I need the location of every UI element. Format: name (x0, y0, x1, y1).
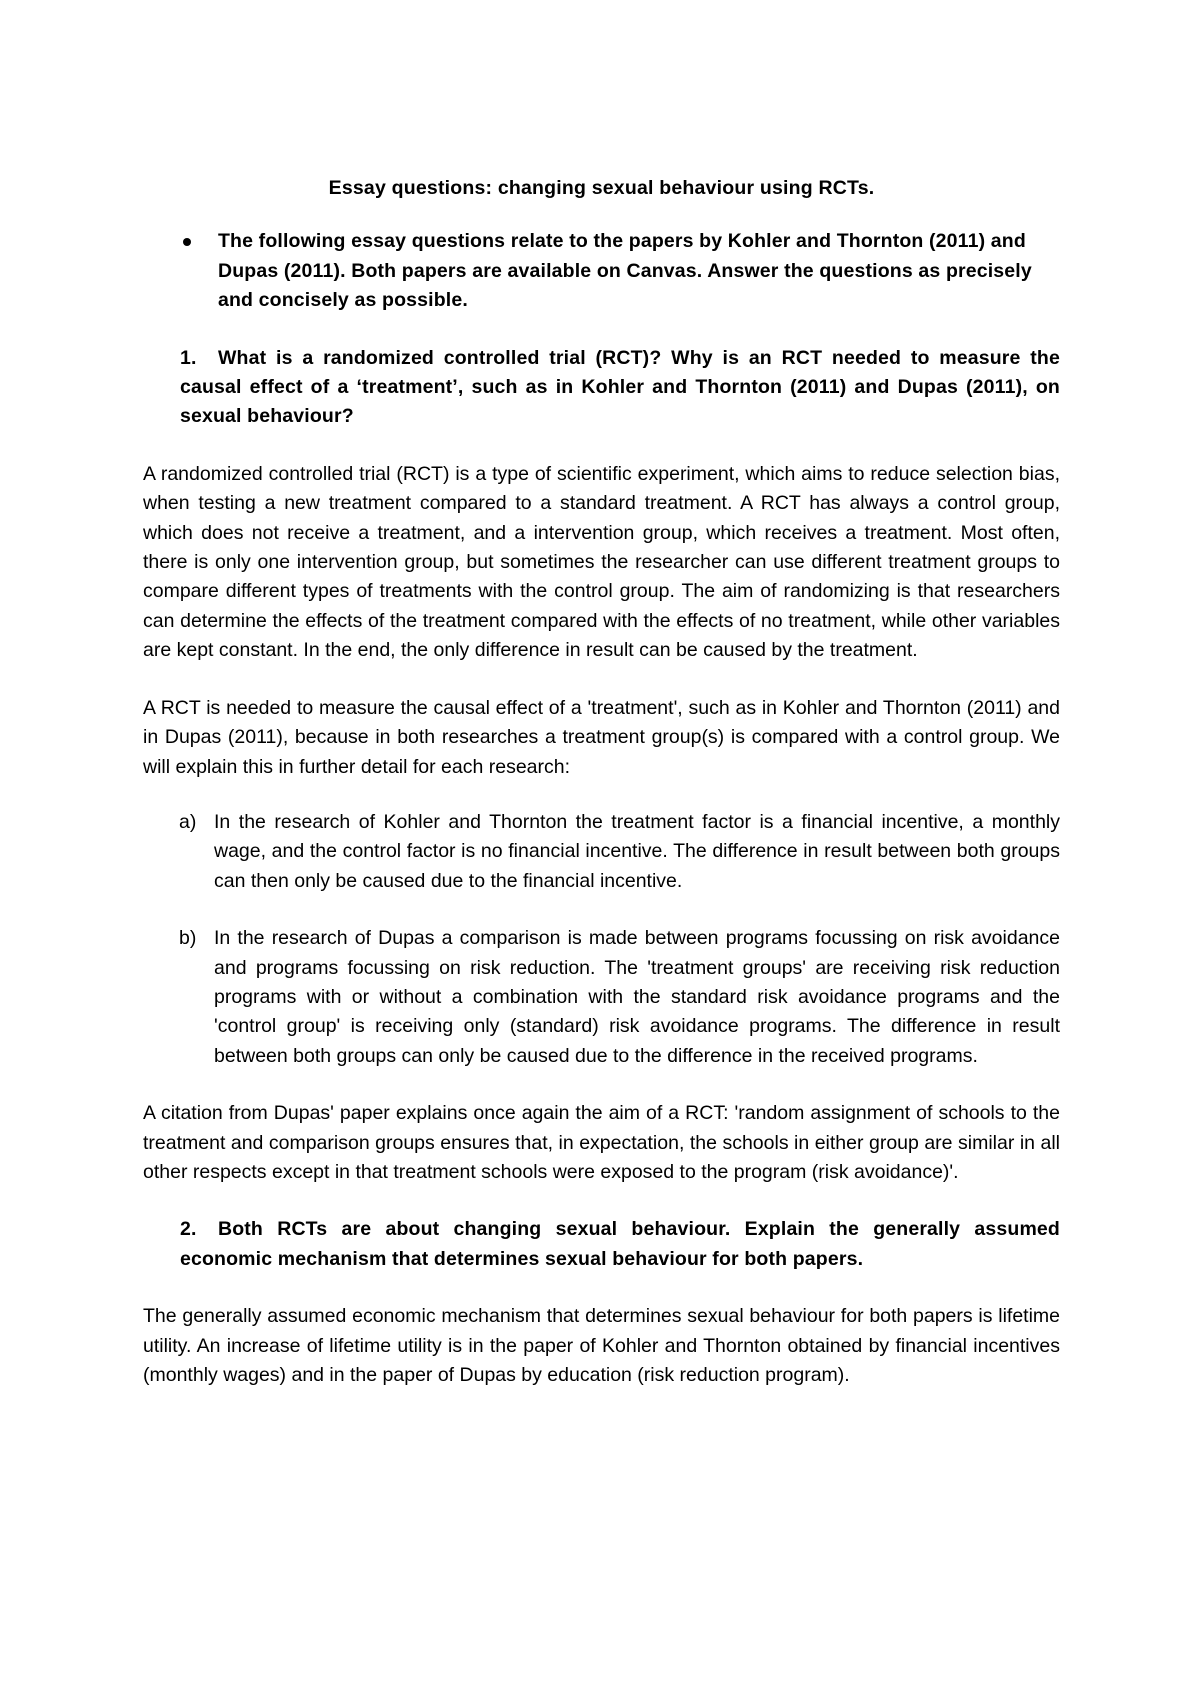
question-2-text: Both RCTs are about changing sexual behaviour. Explain the generally assumed economic mechanism that determines sexual behaviour for both papers. (180, 1218, 1060, 1270)
list-item-b-text: In the research of Dupas a comparison is made between programs focussing on risk avoidance and programs focussing on risk reduction. The 'treatment groups' are receiving risk reduction programs with or without a combination with the standard risk avoidance programs and the 'control group' is receiving only (standard) risk avoidance programs. The difference in result between both groups can only be caused due to the difference in the received programs. (214, 927, 1060, 1067)
question-1-number: 1. (180, 346, 197, 369)
list-item-a (143, 808, 1060, 896)
question-1 (143, 344, 1060, 432)
intro-bullet-text: The following essay questions relate to the papers by Kohler and Thornton (2011) and Dupas (2011). Both papers are available on Canvas. Answer the questions as precisely and concisely as possible. (218, 230, 1032, 312)
intro-bullet (143, 227, 1060, 315)
answer-2-paragraph-1: The generally assumed economic mechanism that determines sexual behaviour for both papers is lifetime utility. An increase of lifetime utility is in the paper of Kohler and Thornton obtained by financial incentives (monthly wages) and in the paper of Dupas by education (risk reduction program). (143, 1305, 1060, 1386)
question-1-text: What is a randomized controlled trial (RCT)? Why is an RCT needed to measure the causal effect of a ‘treatment’, such as in Kohler and Thornton (2011) and Dupas (2011), on sexual behaviour? (180, 346, 1060, 428)
document-body (143, 174, 1060, 1390)
question-2-number: 2. (180, 1218, 197, 1241)
answer-1-paragraph-3: A citation from Dupas' paper explains once again the aim of a RCT: 'random assignment of schools to the treatment and comparison groups ensures that, in expectation, the schools in either group are similar in all other respects except in that treatment schools were exposed to the program (risk avoidance)'. (143, 1102, 1060, 1183)
bullet-dot-icon (183, 238, 191, 246)
list-item-b-marker: b) (179, 927, 197, 950)
list-item-a-marker: a) (179, 810, 197, 833)
list-item-a-text: In the research of Kohler and Thornton the treatment factor is a financial incentive, a monthly wage, and the control factor is no financial incentive. The difference in result between both groups can then only be caused due to the financial incentive. (214, 810, 1060, 892)
document-title: Essay questions: changing sexual behaviour using RCTs. (328, 177, 875, 199)
list-item-b (143, 924, 1060, 1071)
answer-1-paragraph-1: A randomized controlled trial (RCT) is a type of scientific experiment, which aims to reduce selection bias, when testing a new treatment compared to a standard treatment. A RCT has always a control group, which does not receive a treatment, and a intervention group, which receives a treatment. Most often, there is only one intervention group, but sometimes the researcher can use different treatment groups to compare different types of treatments with the control group. The aim of randomizing is that researchers can determine the effects of the treatment compared with the effects of no treatment, while other variables are kept constant. In the end, the only difference in result can be caused by the treatment. (143, 462, 1060, 662)
answer-1-paragraph-2: A RCT is needed to measure the causal effect of a 'treatment', such as in Kohler and Thornton (2011) and in Dupas (2011), because in both researches a treatment group(s) is compared with a control group. We will explain this in further detail for each research: (143, 696, 1060, 778)
question-2 (143, 1215, 1060, 1274)
